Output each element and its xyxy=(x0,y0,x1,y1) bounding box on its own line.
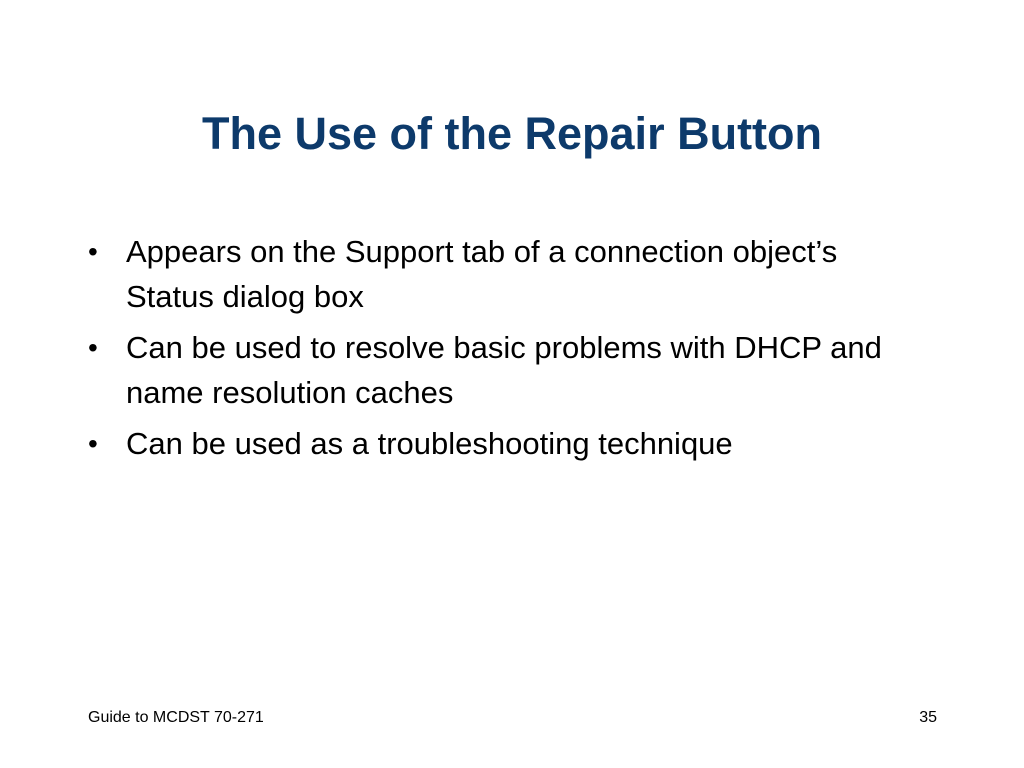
bullet-item xyxy=(84,229,884,319)
bullet-icon: • xyxy=(88,236,98,267)
page-number: 35 xyxy=(919,709,937,726)
bullet-text: Appears on the Support tab of a connection object’s Status dialog box xyxy=(126,234,838,314)
bullet-icon: • xyxy=(88,428,98,459)
bullet-icon: • xyxy=(88,332,98,363)
footer-course-title: Guide to MCDST 70-271 xyxy=(88,709,264,726)
bullet-item xyxy=(84,325,884,415)
bullet-text: Can be used as a troubleshooting technique xyxy=(126,426,733,461)
bullet-list xyxy=(84,229,884,472)
slide-title: The Use of the Repair Button xyxy=(201,108,823,159)
bullet-text: Can be used to resolve basic problems with DHCP and name resolution caches xyxy=(126,330,882,410)
bullet-item xyxy=(84,421,884,466)
